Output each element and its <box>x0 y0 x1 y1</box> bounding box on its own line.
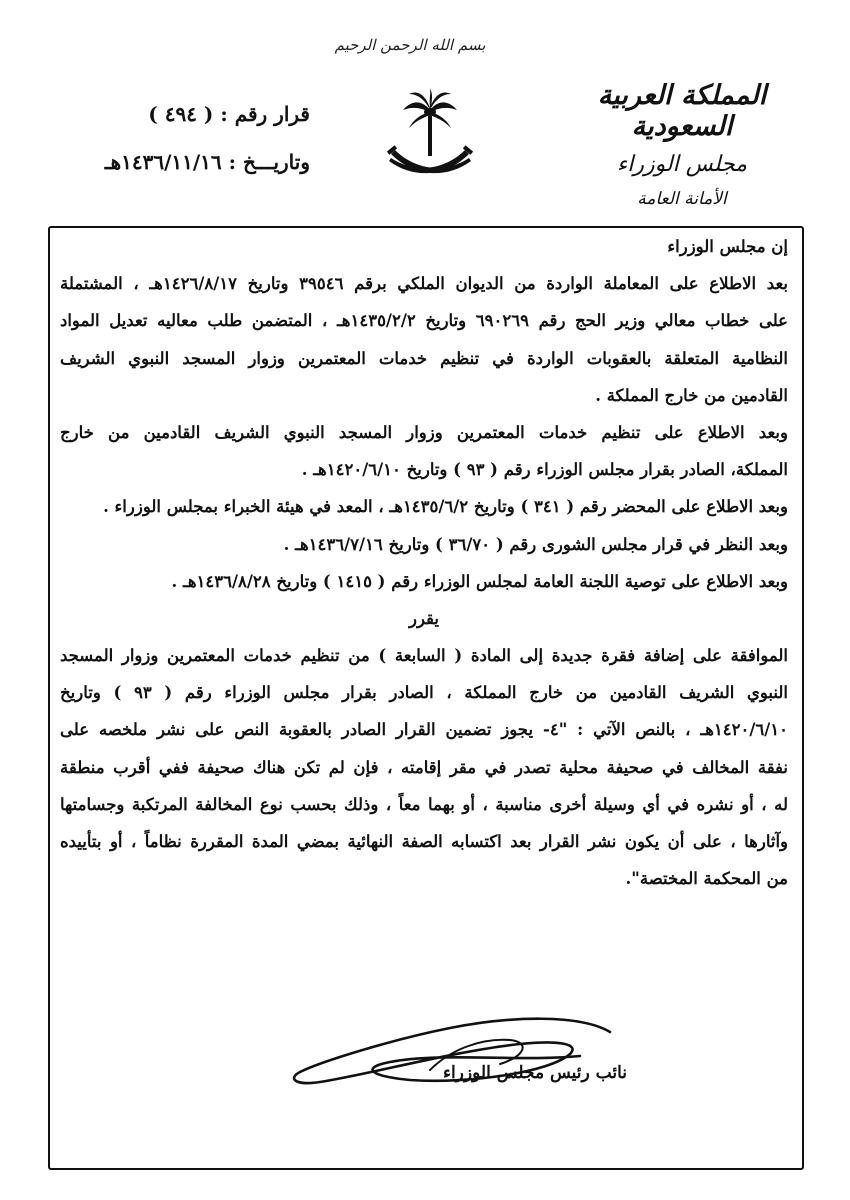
body-line: وبعد الاطلاع على تنظيم خدمات المعتمرين وزوار المسجد النبوي الشريف القادمين من خارج <box>60 422 788 442</box>
secretariat-name: الأمانة العامة <box>637 189 727 209</box>
signatory-title: نائب رئيس مجلس الوزراء <box>442 1063 628 1083</box>
decides-heading: يقرر <box>408 608 439 628</box>
body-line: المملكة، الصادر بقرار مجلس الوزراء رقم ( ٩٣ ) وتاريخ ١٤٢٠/٦/١٠هـ . <box>301 460 788 480</box>
body-line: ١٤٢٠/٦/١٠هـ ، بالنص الآتي : "٤- يجوز تضمين القرار الصادر بالعقوبة النص على نشر ملخصه على <box>60 720 789 740</box>
body-line: وبعد الاطلاع على توصية اللجنة العامة لمجلس الوزراء رقم ( ١٤١٥ ) وتاريخ ١٤٣٦/٨/٢٨هـ . <box>171 571 788 591</box>
body-line: على خطاب معالي وزير الحج رقم ٦٩٠٢٦٩ وتاريخ ١٤٣٥/٢/٢هـ ، المتضمن طلب معاليه تعديل المواد <box>60 311 788 331</box>
letterhead-right <box>552 80 812 209</box>
council-name: مجلس الوزراء <box>616 152 748 177</box>
body-line: وبعد النظر في قرار مجلس الشورى رقم ( ٣٦/٧٠ ) وتاريخ ١٤٣٦/٧/١٦هـ . <box>283 534 788 554</box>
body-line: من المحكمة المختصة". <box>625 869 788 889</box>
decision-number: قرار رقم : ( ٤٩٤ ) <box>148 102 310 126</box>
decision-date: وتاريـــخ : ١٤٣٦/١١/١٦هـ <box>104 150 310 174</box>
palm-and-swords-emblem-icon <box>385 88 475 188</box>
body-line: القادمين من خارج المملكة . <box>595 385 788 405</box>
decision-body <box>60 228 788 897</box>
decision-reference <box>75 90 310 186</box>
body-line: بعد الاطلاع على المعاملة الواردة من الديوان الملكي برقم ٣٩٥٤٦ وتاريخ ١٤٢٦/٨/١٧هـ ، المشتملة <box>60 274 788 294</box>
body-line: له ، أو نشره في أي وسيلة أخرى مناسبة ، أو بهما معاً ، وذلك بحسب نوع المخالفة المرتكبة وجسامتها <box>60 794 788 814</box>
body-line-opening: إن مجلس الوزراء <box>667 237 788 256</box>
body-line: النظامية المتعلقة بالعقوبات الواردة في تنظيم خدمات المعتمرين وزوار المسجد النبوي الشريف <box>60 348 788 368</box>
kingdom-name: المملكة العربية السعودية <box>597 80 767 142</box>
basmala: بسم الله الرحمن الرحيم <box>334 36 486 54</box>
body-line: نفقة المخالف في صحيفة محلية تصدر في مقر إقامته ، فإن لم تكن هناك صحيفة ففي أقرب منطقة <box>60 757 788 777</box>
body-line: الموافقة على إضافة فقرة جديدة إلى المادة ( السابعة ) من تنظيم خدمات المعتمرين وزوار المسجد <box>60 646 788 666</box>
body-line: وبعد الاطلاع على المحضر رقم ( ٣٤١ ) وتاريخ ١٤٣٥/٦/٢هـ ، المعد في هيئة الخبراء بمجلس الوزراء . <box>103 497 788 517</box>
handwritten-signature <box>280 1010 630 1100</box>
body-line: النبوي الشريف القادمين من خارج المملكة ، الصادر بقرار مجلس الوزراء رقم ( ٩٣ ) وتاريخ <box>60 683 788 703</box>
body-line: وآثارها ، على أن يكون نشر القرار بعد اكتسابه الصفة النهائية بمضي المدة المقررة نظاماً ، أو بتأييده <box>60 832 788 851</box>
